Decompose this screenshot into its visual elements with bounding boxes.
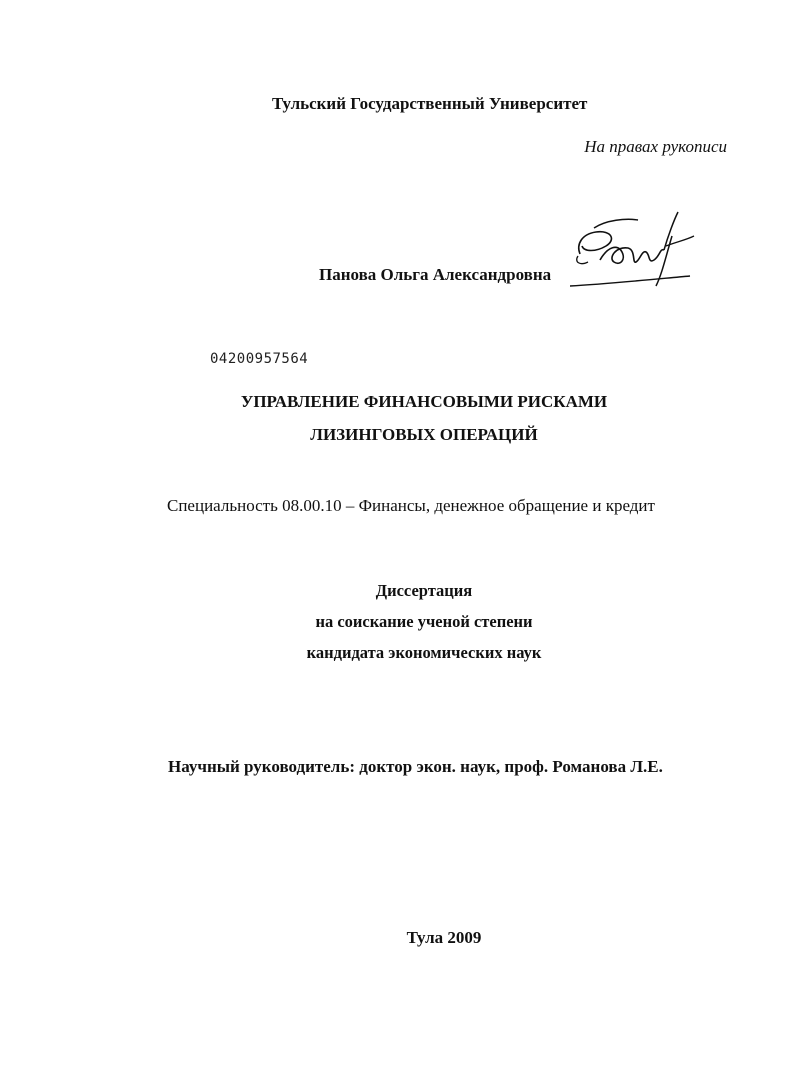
document-code: 04200957564 (210, 351, 309, 367)
university-name: Тульский Государственный Университет (272, 94, 588, 113)
manuscript-note: На правах рукописи (584, 137, 727, 156)
dissertation-title-line-1: УПРАВЛЕНИЕ ФИНАНСОВЫМИ РИСКАМИ (240, 392, 608, 411)
scientific-advisor: Научный руководитель: доктор экон. наук, проф. Романова Л.Е. (168, 757, 663, 776)
degree-line-1: на соискание ученой степени (315, 612, 533, 631)
author-name: Панова Ольга Александровна (319, 265, 552, 284)
dissertation-title-line-2: ЛИЗИНГОВЫХ ОПЕРАЦИЙ (310, 425, 538, 444)
specialty: Специальность 08.00.10 – Финансы, денежное обращение и кредит (167, 496, 655, 515)
author-signature (566, 206, 698, 288)
degree-line-2: кандидата экономических наук (306, 643, 542, 662)
city-year: Тула 2009 (406, 928, 482, 947)
dissertation-label: Диссертация (375, 581, 473, 600)
